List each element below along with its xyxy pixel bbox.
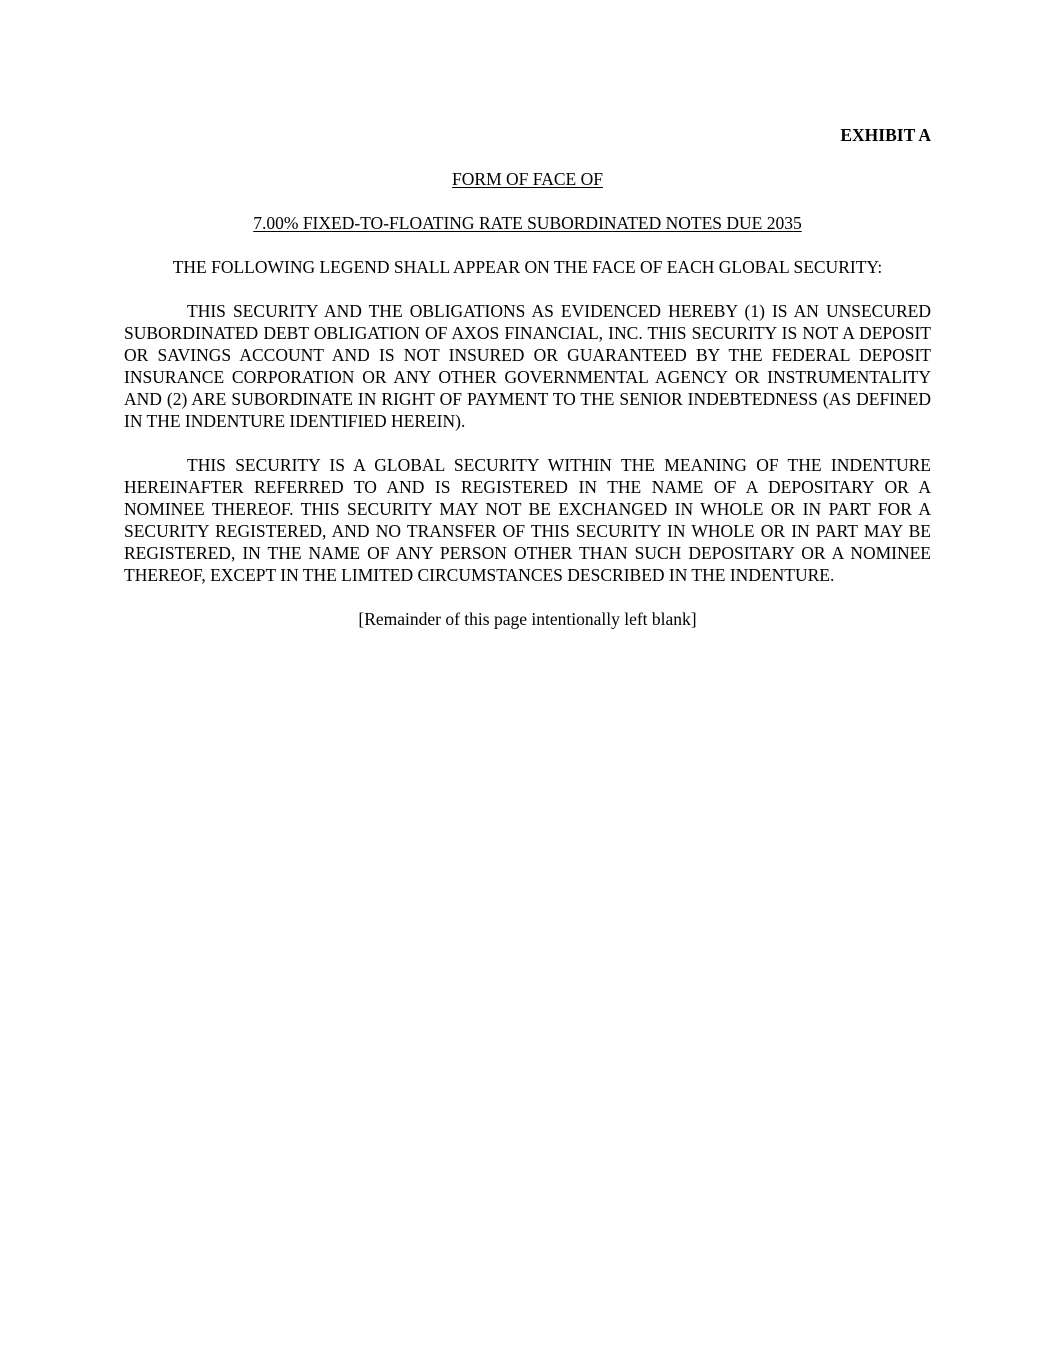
remainder-note: [Remainder of this page intentionally left blank] [358,609,697,629]
legend-intro: THE FOLLOWING LEGEND SHALL APPEAR ON THE FACE OF EACH GLOBAL SECURITY: [172,257,883,277]
legend-paragraph-2: THIS SECURITY IS A GLOBAL SECURITY WITHIN THE MEANING OF THE INDENTURE HEREINAFTER REFERRED TO AND IS REGISTERED IN THE NAME OF A DEPOSITARY OR A NOMINEE THEREOF. THIS SECURITY MAY NOT BE EXCHANGED IN WHOLE OR IN PART FOR A SECURITY REGISTERED, AND NO TRANSFER OF THIS SECURITY IN WHOLE OR IN PART MAY BE REGISTERED, IN THE NAME OF ANY PERSON OTHER THAN SUCH DEPOSITARY OR A NOMINEE THEREOF, EXCEPT IN THE LIMITED CIRCUMSTANCES DESCRIBED IN THE INDENTURE. [124,455,931,585]
notes-title-text: 7.00% FIXED-TO-FLOATING RATE SUBORDINATED NOTES DUE 2035 [253,213,802,233]
notes-title [124,212,931,234]
legend-paragraph-1: THIS SECURITY AND THE OBLIGATIONS AS EVIDENCED HEREBY (1) IS AN UNSECURED SUBORDINATED DEBT OBLIGATION OF AXOS FINANCIAL, INC. THIS SECURITY IS NOT A DEPOSIT OR SAVINGS ACCOUNT AND IS NOT INSURED OR GUARANTEED BY THE FEDERAL DEPOSIT INSURANCE CORPORATION OR ANY OTHER GOVERNMENTAL AGENCY OR INSTRUMENTALITY AND (2) ARE SUBORDINATE IN RIGHT OF PAYMENT TO THE SENIOR INDEBTEDNESS (AS DEFINED IN THE INDENTURE IDENTIFIED HEREIN). [124,301,931,431]
page-content [124,124,931,630]
form-heading [124,168,931,190]
form-heading-text: FORM OF FACE OF [452,169,603,189]
exhibit-label: EXHIBIT A [840,125,931,145]
